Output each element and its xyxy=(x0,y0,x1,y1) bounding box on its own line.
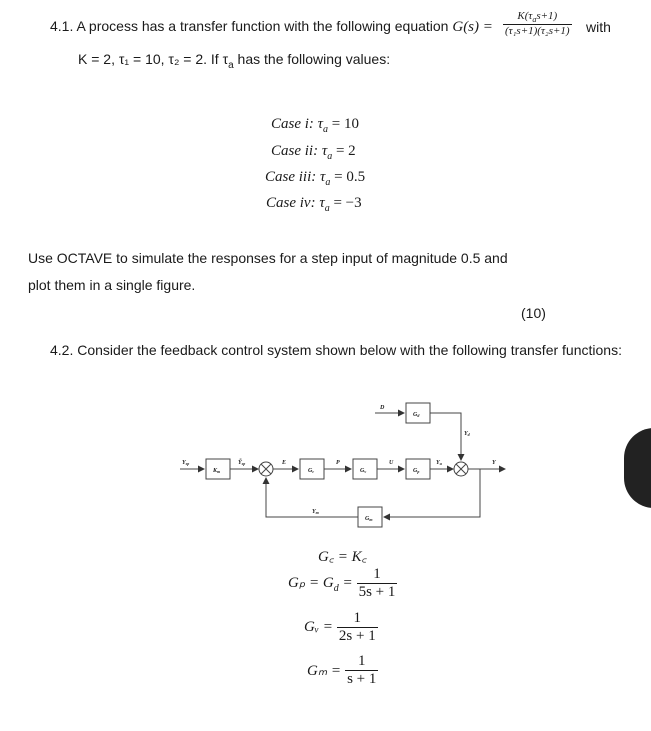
label-gp: Gp xyxy=(413,468,420,474)
eq-gc: G꜀ = K꜀ xyxy=(318,549,367,565)
label-ym: Ym xyxy=(312,509,319,515)
label-d: D xyxy=(380,405,385,411)
feedback-path-right xyxy=(384,469,480,517)
case-iii: Case iii: $\tau_a = 0.5$ xyxy=(265,169,366,188)
label-gm: Gm xyxy=(365,516,373,522)
label-gc: Gc xyxy=(308,468,315,474)
eq-gm: Gₘ = $\frac{1}{s + 1}$ xyxy=(307,653,377,687)
q1-intro-line xyxy=(50,18,493,36)
q1-task-line2: plot them in a single figure. xyxy=(28,277,196,293)
eq-gp-num: 1 xyxy=(373,566,381,582)
eq-gv: Gᵥ = $\frac{1}{2s + 1}$ xyxy=(304,610,376,644)
case-ii: Case ii: $\tau_a = 2$ xyxy=(271,143,356,162)
q1-params-line: K = 2, τ₁ = 10, τ₂ = 2. If $\tau_a$ has the following values: xyxy=(78,51,391,71)
q1-intro: 4.1. A process has a transfer function with the following equation xyxy=(50,18,449,34)
label-yu: Yu xyxy=(436,460,442,466)
q1-transfer-function xyxy=(503,10,572,37)
q1-task-line1: Use OCTAVE to simulate the responses for a step input of magnitude 0.5 and xyxy=(28,250,508,266)
label-ysp-tilde: Ỹsp xyxy=(238,460,246,466)
label-p: P xyxy=(336,460,340,466)
label-y: Y xyxy=(492,460,496,466)
block-diagram xyxy=(170,395,530,530)
label-gv: Gv xyxy=(360,468,367,474)
eq-gv-num: 1 xyxy=(353,610,362,626)
label-yd: Yd xyxy=(464,431,470,437)
overlay-shape xyxy=(624,428,651,508)
label-gd: Gd xyxy=(413,412,420,418)
eq-gm-num: 1 xyxy=(357,653,366,669)
q1-gs: G(s) = xyxy=(452,19,493,35)
q1-marks: (10) xyxy=(521,305,546,321)
eq-gv-den: 2s + 1 xyxy=(338,628,376,644)
label-u: U xyxy=(389,460,394,466)
q1-with: with xyxy=(586,19,611,35)
label-ysp: Ysp xyxy=(182,460,190,466)
label-km: Km xyxy=(213,468,221,474)
q2-intro: 4.2. Consider the feedback control system shown below with the following transfer functions: xyxy=(50,342,622,358)
case-iv: Case iv: $\tau_a = -3$ xyxy=(266,195,362,214)
eq-gp-den: 5s + 1 xyxy=(358,584,396,600)
yd-path xyxy=(430,413,461,460)
eq-gp: $G_p = G_d$ = $\frac{1}{5s + 1}$ xyxy=(288,566,396,600)
label-e: E xyxy=(282,460,287,466)
case-i: Case i: $\tau_a = 10$ xyxy=(271,116,359,135)
q1-tf-numerator: $K(\tau_as+1)$ xyxy=(517,10,558,25)
eq-gm-den: s + 1 xyxy=(347,671,377,687)
q1-tf-denominator: (τ₁s+1)(τ₂s+1) xyxy=(505,25,570,38)
